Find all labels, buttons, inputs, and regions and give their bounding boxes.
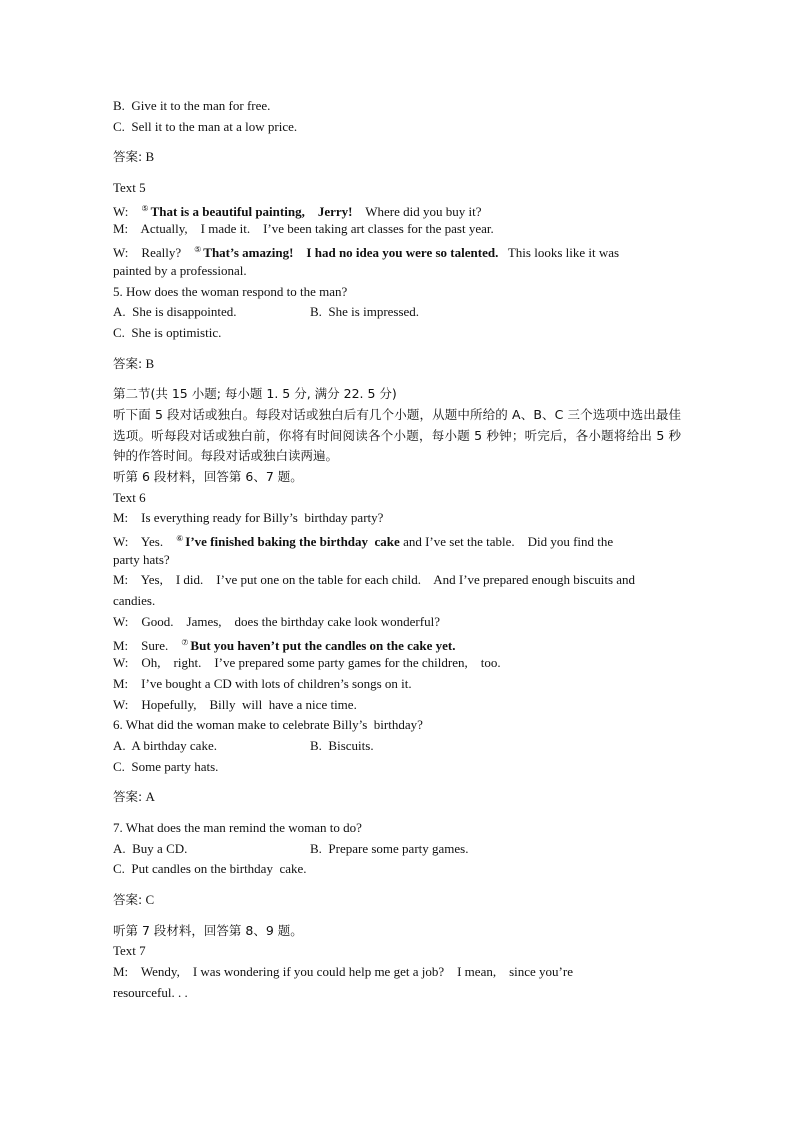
dialogue-line: M: Yes, I did. I’ve put one on the table for each child. And I’ve prepared enough biscuits and	[113, 572, 636, 588]
option-a: A. Buy a CD.	[113, 840, 188, 856]
listen-instruction: 听第 7 段材料，回答第 8、9 题。	[113, 922, 303, 938]
note-marker: ⑥	[176, 534, 184, 544]
listen-instruction: 听第 6 段材料，回答第 6、7 题。	[113, 469, 303, 485]
answer-label: 答案:	[113, 892, 143, 908]
section-instructions: 听下面 5 段对话或独白。每段对话或独白后有几个小题，从题中所给的 A、B、C 三个选项中选出最佳选项。听每段对话或独白前，你将有时间阅读各个小题，每小题 5 秒钟；听完后，各小题将给出 5 秒钟的作答时间。每段对话或独白读两遍。	[113, 406, 681, 464]
answer-line	[113, 787, 681, 808]
document-page	[113, 96, 681, 1004]
answer-value: B	[142, 149, 155, 165]
option-b: B. Prepare some party games.	[310, 840, 469, 856]
question-text: 7. What does the man remind the woman to do?	[113, 820, 362, 836]
option-c: C. Put candles on the birthday cake.	[113, 861, 307, 877]
option-b: B. Biscuits.	[310, 737, 374, 753]
dialogue-line: W: ⑤ That is a beautiful painting, Jerry! Where did you buy it?	[113, 203, 482, 219]
answer-line	[113, 890, 681, 911]
dialogue-line: W: Good. James, does the birthday cake look wonderful?	[113, 613, 440, 629]
option-b: B. She is impressed.	[310, 304, 420, 320]
answer-line	[113, 354, 681, 375]
note-marker: ⑤	[194, 245, 202, 255]
bold-text: That’s amazing! I had no idea you were so talented.	[203, 245, 499, 261]
option-a: A. She is disappointed.	[113, 304, 237, 320]
section-title: 第二节(共 15 小题; 每小题 1. 5 分, 满分 22. 5 分)	[113, 386, 397, 402]
option-a: A. A birthday cake.	[113, 737, 217, 753]
question-text: 5. How does the woman respond to the man?	[113, 283, 348, 299]
dialogue-line: M: I’ve bought a CD with lots of children’s songs on it.	[113, 675, 412, 691]
dialogue-line: M: Actually, I made it. I’ve been taking art classes for the past year.	[113, 221, 494, 237]
option-c: C. She is optimistic.	[113, 324, 222, 340]
dialogue-line-cont: painted by a professional.	[113, 262, 247, 278]
dialogue-line: W: Hopefully, Billy will have a nice time.	[113, 696, 357, 712]
answer-value: A	[142, 789, 155, 805]
bold-text: But you haven’t put the candles on the cake yet.	[190, 637, 456, 653]
answer-value: B	[142, 355, 155, 371]
answer-label: 答案:	[113, 355, 143, 371]
text-heading: Text 7	[113, 943, 146, 959]
dialogue-line: M: Wendy, I was wondering if you could help me get a job? I mean, since you’re	[113, 964, 573, 980]
note-marker: ⑦	[181, 637, 189, 647]
text-heading: Text 6	[113, 489, 146, 505]
option-c: C. Some party hats.	[113, 758, 219, 774]
option-c-line: C. Sell it to the man at a low price.	[113, 118, 298, 134]
dialogue-line-cont: candies.	[113, 593, 156, 609]
dialogue-line: M: Sure. ⑦ But you haven’t put the candles on the cake yet.	[113, 637, 456, 653]
answer-value: C	[142, 892, 155, 908]
dialogue-line: M: Is everything ready for Billy’s birthday party?	[113, 510, 384, 526]
bold-text: That is a beautiful painting, Jerry!	[150, 203, 353, 219]
options-row	[113, 302, 681, 323]
answer-line	[113, 147, 681, 168]
dialogue-line: W: Yes. ⑥ I’ve finished baking the birthday cake and I’ve set the table. Did you find the	[113, 534, 614, 550]
question-text: 6. What did the woman make to celebrate Billy’s birthday?	[113, 717, 423, 733]
answer-label: 答案:	[113, 789, 143, 805]
dialogue-line-cont: party hats?	[113, 551, 170, 567]
note-marker: ⑤	[141, 203, 149, 213]
options-row	[113, 736, 681, 757]
answer-label: 答案:	[113, 149, 143, 165]
dialogue-line: W: Really? ⑤ That’s amazing! I had no idea you were so talented. This looks like it was	[113, 245, 620, 261]
option-b-line: B. Give it to the man for free.	[113, 98, 271, 113]
text-heading: Text 5	[113, 180, 146, 196]
options-row	[113, 839, 681, 860]
dialogue-line: W: Oh, right. I’ve prepared some party games for the children, too.	[113, 655, 501, 671]
bold-text: I’ve finished baking the birthday cake	[185, 534, 400, 550]
dialogue-line-cont: resourceful. . .	[113, 984, 188, 1000]
